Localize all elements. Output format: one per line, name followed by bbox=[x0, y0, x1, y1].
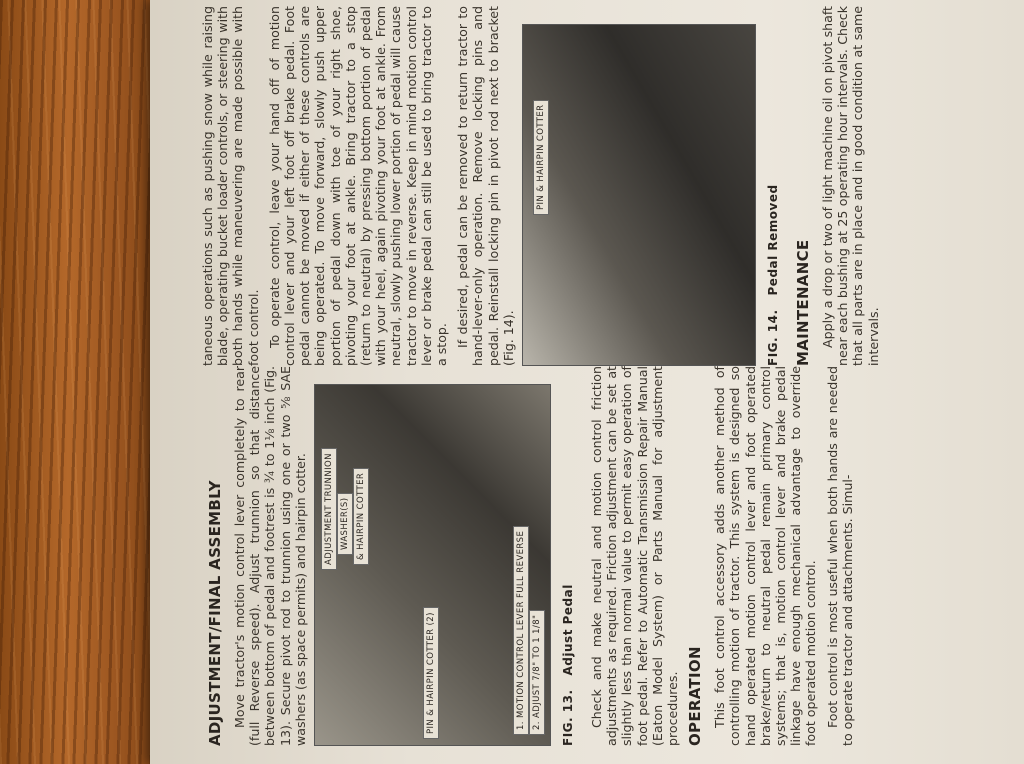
figure-13-photo bbox=[314, 384, 551, 746]
operation-paragraph-2: Foot control is most useful when both hands are needed to operate tractor and attachments. Simul- bbox=[824, 366, 855, 746]
adjustment-paragraph: Move tractor's motion control lever completely to rear (full Reverse speed). Adjust trunnion so that distance between bottom of pedal and footrest is ¾ to 1⅛ inch (Fig. 13). Secure pivot rod to trunnion using one or two ⅝ SAE washers (as space permits) and hairpin cotter. bbox=[232, 366, 308, 746]
friction-paragraph: Check and make neutral and motion control friction adjustments as required. Friction adjustment can be set at slightly less than normal value to permit easy operation of foot pedal. Refer to Automatic Transmission Repair Manual (Eaton Model System) or Parts Manual for adjustment procedures. bbox=[589, 366, 681, 746]
label-hairpin: & HAIRPIN COTTER bbox=[353, 468, 369, 565]
label-pin-hairpin-cotter: PIN & HAIRPIN COTTER bbox=[533, 100, 549, 215]
column-left bbox=[200, 366, 861, 746]
label-washer: WASHER(S) bbox=[337, 493, 353, 555]
right-paragraph-2: To operate control, leave your hand off of motion control lever and your left foot off brake pedal. Foot pedal cannot be moved if either of these controls are being operated. To move forward, slowly push upper portion of pedal down with toe of your right shoe, pivoting your foot at ankle. Bring tractor to a stop (return to neutral) by pressing bottom portion of pedal with your heel, again pivoting your foot at ankle. From neutral, slowly pushing lower portion of pedal will cause tractor to move in reverse. Keep in mind motion control lever or brake pedal can still be used to bring tractor to a stop. bbox=[266, 6, 450, 366]
right-paragraph-3: If desired, pedal can be removed to return tractor to hand-lever-only operation. Remove locking pins and pedal. Reinstall locking pin in pivot rod next to bracket (Fig. 14). bbox=[455, 6, 516, 366]
maintenance-paragraph: Apply a drop or two of light machine oil on pivot shaft near each bushing at 25 operating hour intervals. Check that all parts are in place and in good condition at same intervals. bbox=[820, 6, 881, 366]
maintenance-heading: MAINTENANCE bbox=[794, 239, 813, 366]
figure-14-title: Pedal Removed bbox=[766, 184, 781, 296]
figure-14-caption bbox=[766, 6, 780, 366]
figure-13-caption bbox=[561, 366, 575, 746]
wooden-table bbox=[0, 0, 170, 764]
figure-14-number: FIG. 14. bbox=[766, 309, 781, 366]
right-paragraph-1: taneous operations such as pushing snow while raising blade, operating bucket loader controls, or steering with both hands while maneuvering are made possible with foot control. bbox=[200, 6, 261, 366]
figure-13-title: Adjust Pedal bbox=[561, 584, 576, 676]
rotated-page-content bbox=[150, 0, 1024, 764]
column-right bbox=[200, 6, 887, 366]
figure-13-number: FIG. 13. bbox=[561, 689, 576, 746]
operation-paragraph-1: This foot control accessory adds another method of controlling motion of tractor. This system is designed so hand operated motion control lever and foot operated brake/return to neutral pedal remain primary control systems; that is, motion control lever and brake pedal linkage have enough mechanical advantage to override foot operated motion control. bbox=[712, 366, 819, 746]
operation-heading: OPERATION bbox=[686, 646, 705, 746]
figure-14-photo bbox=[522, 24, 756, 366]
adjustment-heading: ADJUSTMENT/FINAL ASSEMBLY bbox=[206, 480, 224, 746]
label-adjust-range: 2. ADJUST 7/8" TO 1 1/8" bbox=[529, 610, 545, 735]
label-motion-control: 1. MOTION CONTROL LEVER FULL REVERSE bbox=[513, 526, 529, 735]
label-adjust-trunnion: ADJUSTMENT TRUNNION bbox=[321, 448, 337, 570]
label-pin-hairpin-2: PIN & HAIRPIN COTTER (2) bbox=[423, 607, 439, 739]
